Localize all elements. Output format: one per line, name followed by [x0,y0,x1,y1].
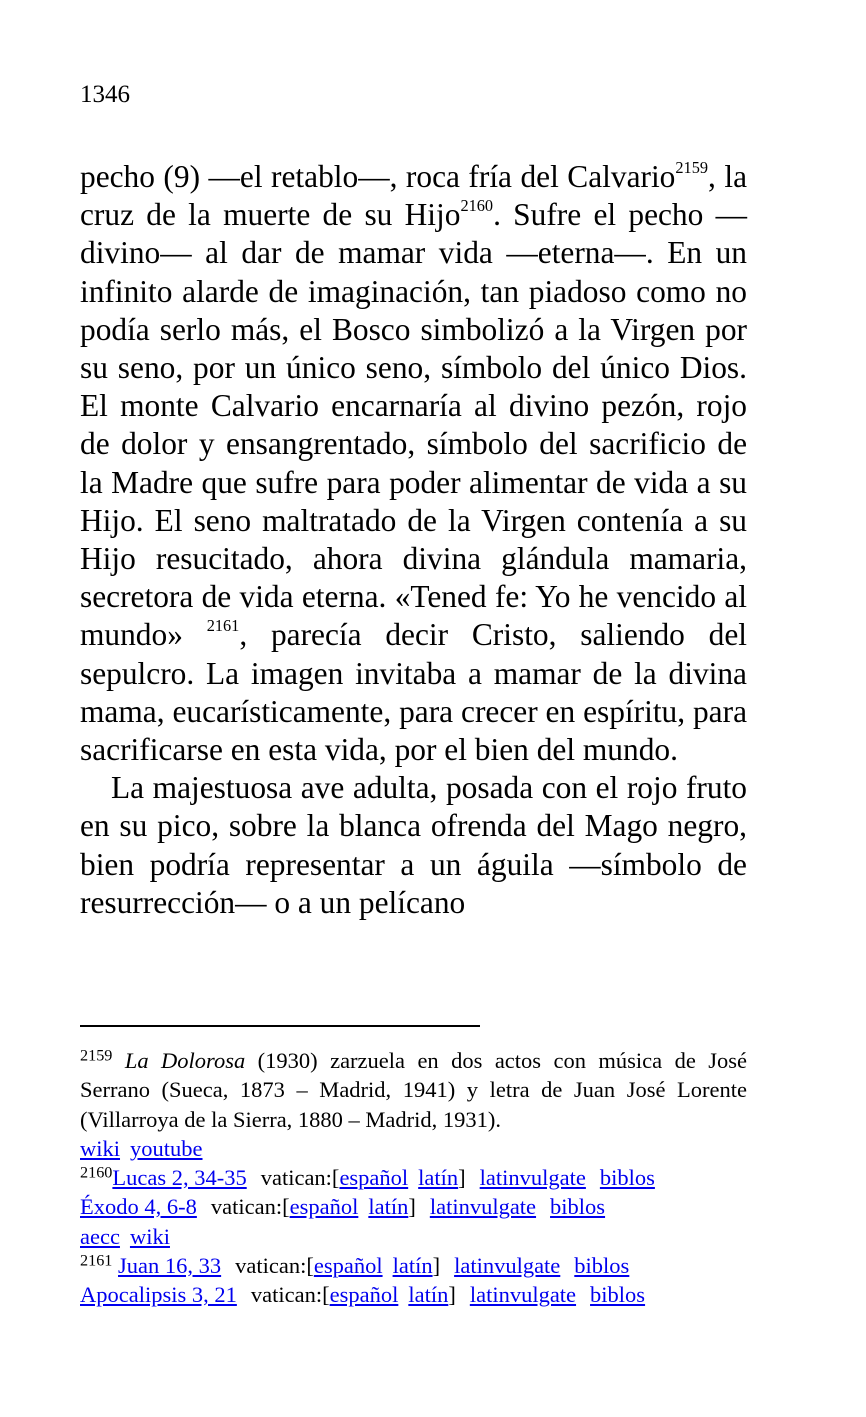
youtube-link[interactable]: youtube [130,1135,203,1161]
footnote-2159 [80,1046,747,1134]
vatican-close: ] [458,1165,466,1191]
vatican-label: vatican:[ [210,1194,290,1220]
wiki-link[interactable]: wiki [80,1135,121,1161]
paragraph-1 [80,158,747,769]
apocalipsis-reference-link[interactable]: Apocalipsis 3, 21 [80,1282,237,1308]
latinvulgate-link[interactable]: latinvulgate [469,1282,577,1308]
paragraph-1-part-1: pecho (9) —el retablo—, roca fría del Calvario [80,159,676,194]
paragraph-1-part-3: . Sufre el pecho —divino— al dar de mamar vida —eterna—. En un infinito alarde de imaginación, tan piadoso como no podía serlo más, el Bosco simbolizó a la Virgen por su seno, por un único seno, símbolo del único Dios. El monte Calvario encarnaría al divino pezón, rojo de dolor y ensangrentado, símbolo del sacrificio de la Madre que sufre para poder alimentar de vida a su Hijo. El seno maltratado de la Virgen contenía a su Hijo resucitado, ahora divina glándula mamaria, secretora de vida eterna. «Tened fe: Yo he vencido al mundo» [80,197,747,653]
vatican-espanol-link[interactable]: español [329,1282,399,1308]
vatican-espanol-link[interactable]: español [313,1253,383,1279]
vatican-latin-link[interactable]: latín [408,1282,449,1308]
vatican-espanol-link[interactable]: español [289,1194,359,1220]
vatican-close: ] [448,1282,456,1308]
footnote-ref-2161: 2161 [206,616,240,636]
vatican-espanol-link[interactable]: español [339,1165,409,1191]
footnote-2160 [80,1163,747,1192]
vatican-label: vatican:[ [250,1282,330,1308]
latinvulgate-link[interactable]: latinvulgate [454,1253,561,1279]
latinvulgate-link[interactable]: latinvulgate [479,1165,586,1191]
aecc-link[interactable]: aecc [80,1223,120,1249]
wiki-link[interactable]: wiki [129,1223,170,1249]
biblos-link[interactable]: biblos [550,1194,606,1220]
footnote-2160-line-2 [80,1192,747,1221]
biblos-link[interactable]: biblos [574,1253,630,1279]
vatican-close: ] [432,1253,441,1279]
vatican-close: ] [408,1194,416,1220]
footnote-title: La Dolorosa [124,1048,246,1073]
paragraph-2: La majestuosa ave adulta, posada con el rojo fruto en su pico, sobre la blanca ofrenda del Mago negro, bien podría representar a un águila —símbolo de resurrección— o a un pelícano [80,770,747,920]
footnote-number: 2160 [80,1163,113,1182]
lucas-reference-link[interactable]: Lucas 2, 34-35 [112,1165,247,1191]
biblos-link[interactable]: biblos [590,1282,646,1308]
paragraph-1-part-4: , parecía decir Cristo, saliendo del sepulcro. La imagen invitaba a mamar de la divina mama, eucarísticamente, para crecer en espíritu, para sacrificarse en esta vida, por el bien del mundo. [80,617,747,768]
footnote-2159-links [80,1134,747,1163]
juan-reference-link[interactable]: Juan 16, 33 [118,1253,222,1279]
footnotes [80,1046,747,1310]
vatican-label: vatican:[ [260,1165,340,1191]
main-text [80,158,747,922]
paragraph-1-part-2: , la cruz de la muerte de su Hijo [80,159,747,233]
footnote-number: 2161 [80,1251,113,1270]
footnote-number: 2159 [80,1046,113,1065]
vatican-latin-link[interactable]: latín [368,1194,409,1220]
vatican-latin-link[interactable]: latín [418,1165,459,1191]
exodo-reference-link[interactable]: Éxodo 4, 6-8 [80,1194,197,1220]
footnote-2160-line-3 [80,1222,747,1251]
vatican-latin-link[interactable]: latín [392,1253,433,1279]
page-number: 1346 [80,81,130,108]
footnote-ref-2160: 2160 [460,196,494,216]
footnote-2161-line-2 [80,1280,747,1309]
biblos-link[interactable]: biblos [599,1165,655,1191]
footnote-ref-2159: 2159 [675,158,709,178]
footnote-separator [80,1025,480,1027]
footnote-2161 [80,1251,747,1280]
latinvulgate-link[interactable]: latinvulgate [429,1194,537,1220]
footnote-text: (1930) zarzuela en dos actos con música de José Serrano (Sueca, 1873 – Madrid, 1941) y letra de Juan José Lorente (Villarroya de la Sierra, 1880 – Madrid, 1931). [80,1048,748,1132]
vatican-label: vatican:[ [235,1253,314,1279]
